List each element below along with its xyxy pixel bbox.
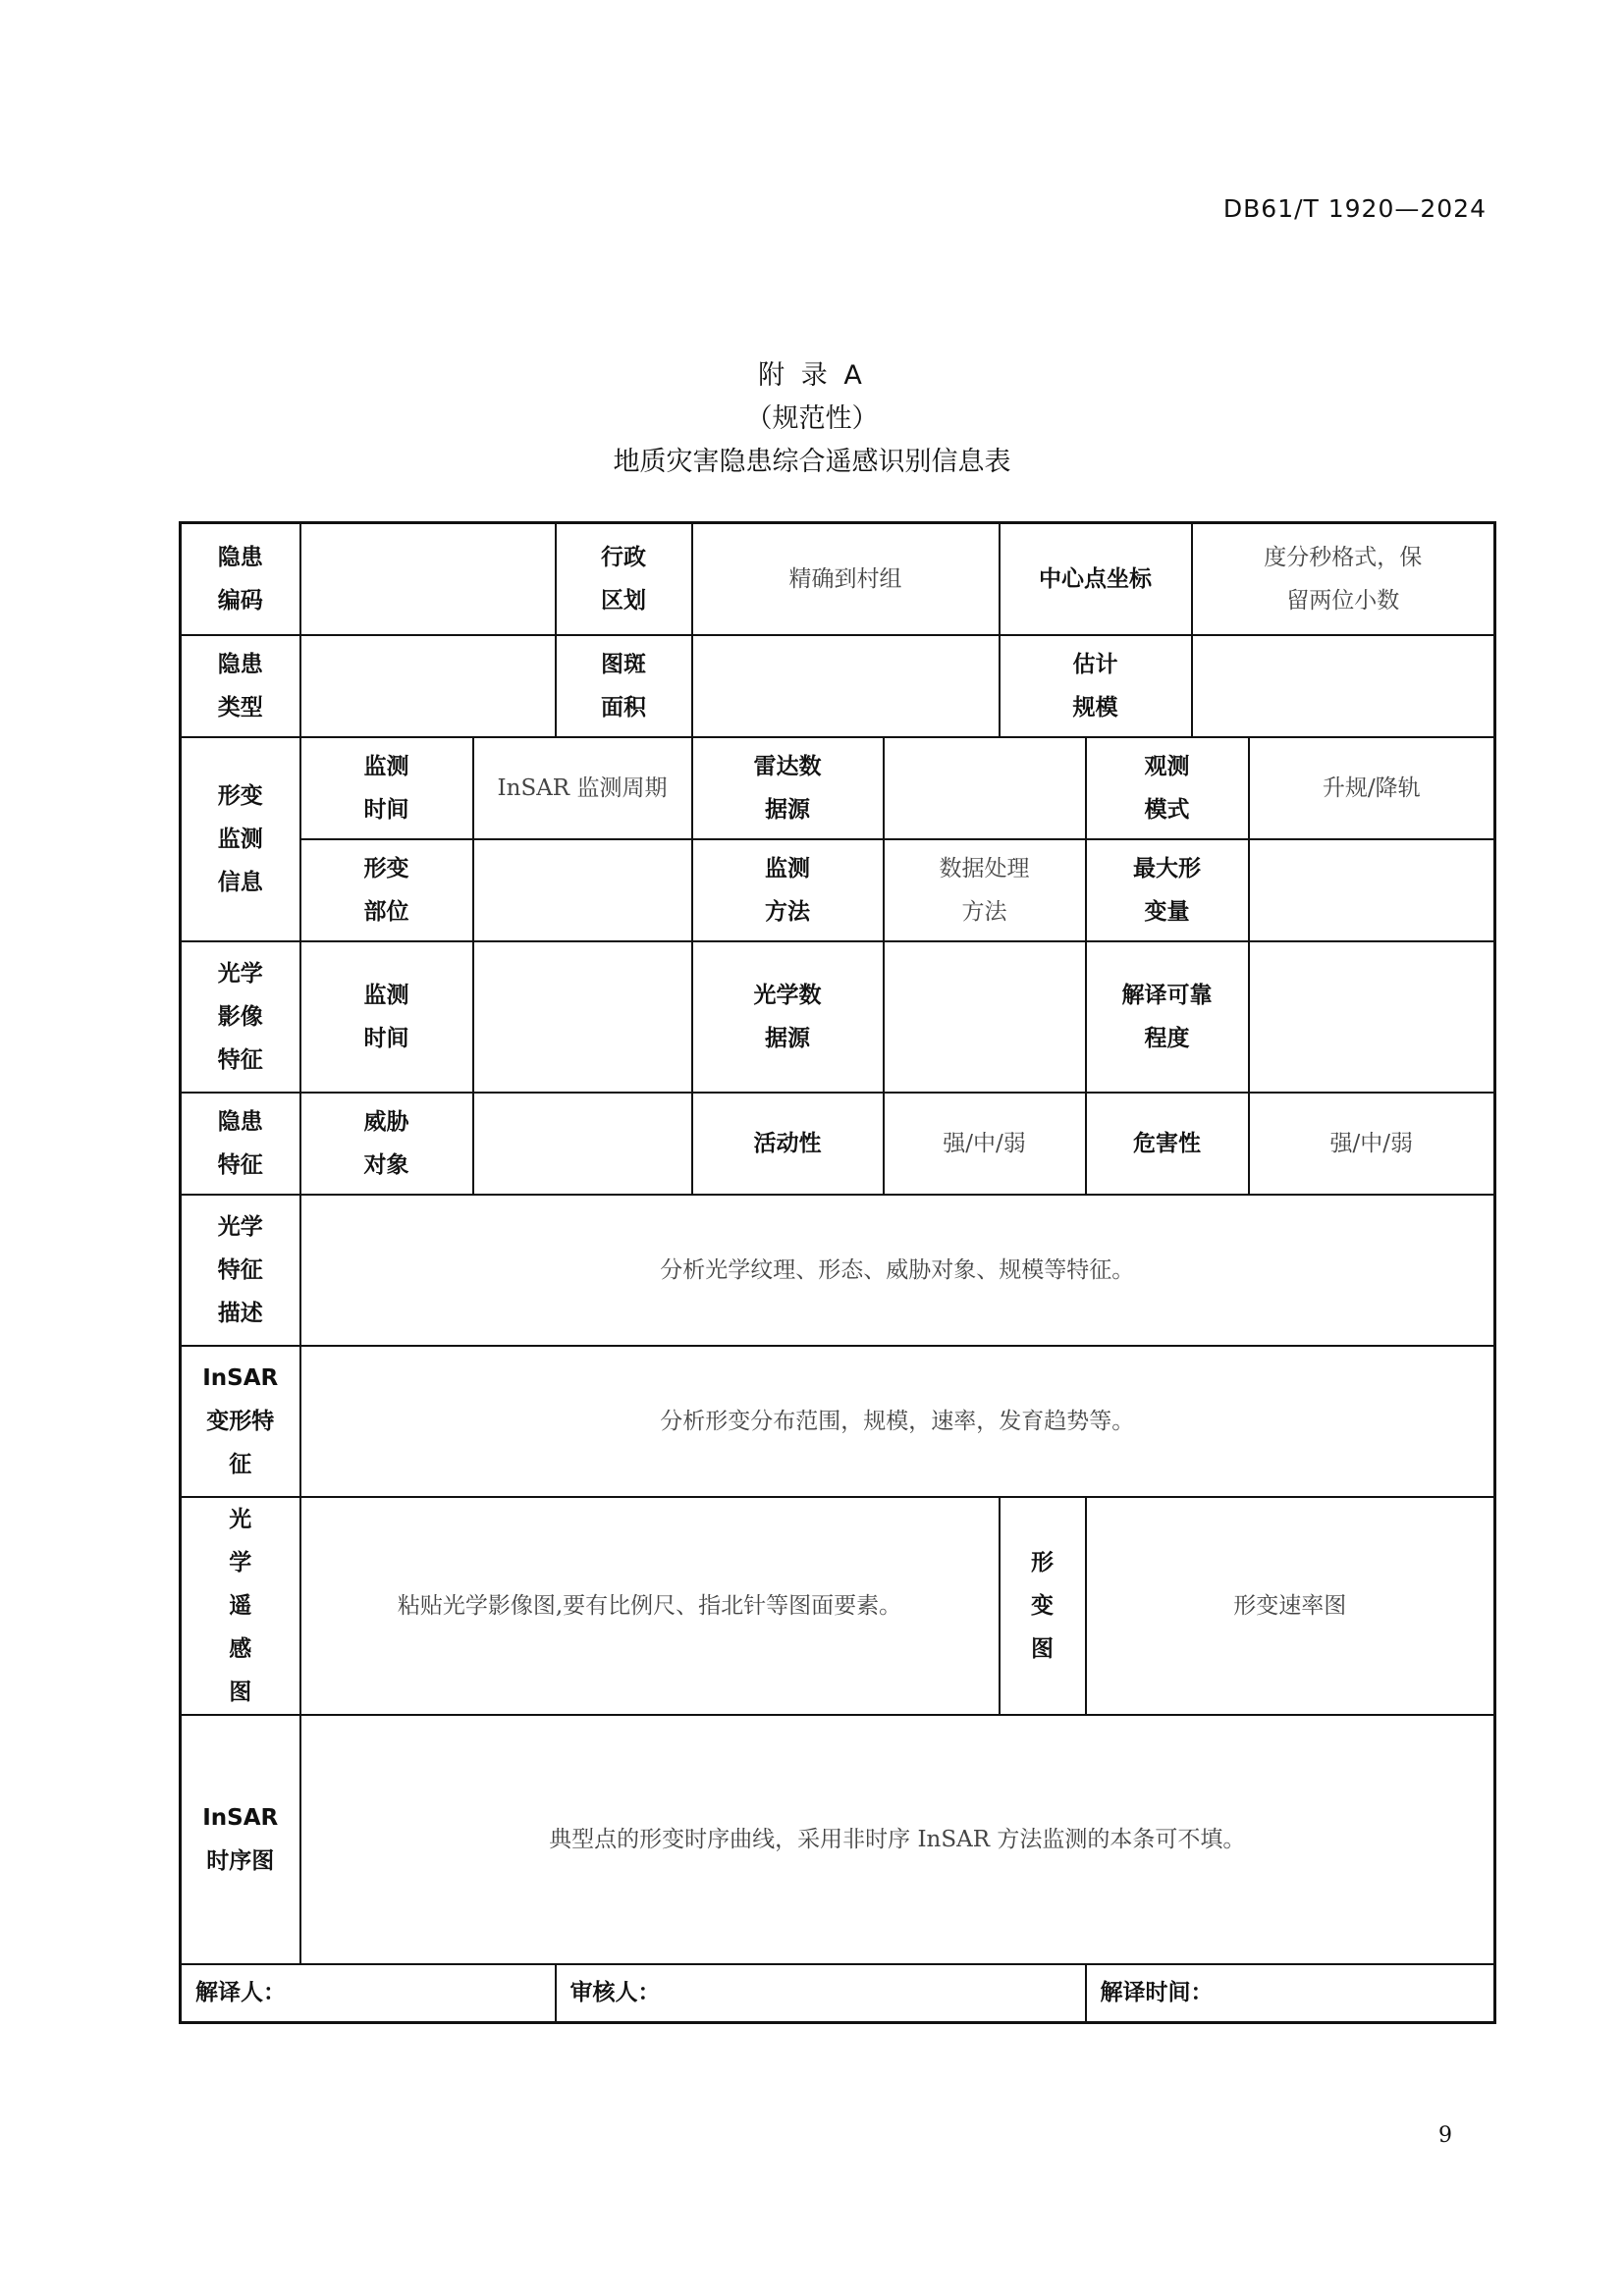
value-observe-mode[interactable]: 升规/降轨 (1249, 737, 1495, 839)
label-optical-desc (181, 1195, 300, 1346)
text-deform-group: 形变监测信息 (217, 782, 263, 895)
label-monitor-method (692, 839, 884, 941)
label-deform-time (300, 737, 473, 839)
input-estimated-scale[interactable] (1192, 635, 1495, 737)
standard-code: DB61/T 1920—2024 (1222, 194, 1487, 223)
value-optical-desc[interactable]: 分析光学纹理、形态、威胁对象、规模等特征。 (300, 1195, 1495, 1346)
text-monitor-method-value: 数据处理方法 (939, 855, 1030, 925)
label-estimated-scale (1000, 635, 1192, 737)
text-admin-region: 行政区划 (601, 544, 646, 614)
label-patch-area (556, 635, 692, 737)
label-hazard-type (181, 635, 300, 737)
input-optical-source[interactable] (884, 941, 1086, 1093)
label-threat-object (300, 1093, 473, 1195)
label-activity: 活动性 (692, 1093, 884, 1195)
input-deform-part[interactable] (473, 839, 692, 941)
title-block (0, 353, 1624, 483)
footer-time[interactable]: 解译时间： (1086, 1964, 1495, 2023)
label-optical-source (692, 941, 884, 1093)
text-reliability: 解译可靠程度 (1121, 982, 1213, 1051)
value-admin-region[interactable]: 精确到村组 (692, 523, 1000, 635)
label-hazard-group (181, 1093, 300, 1195)
footer-reviewer[interactable]: 审核人： (556, 1964, 1086, 2023)
value-center-coord[interactable] (1192, 523, 1495, 635)
label-admin-region (556, 523, 692, 635)
label-center-coord: 中心点坐标 (1000, 523, 1192, 635)
text-estimated-scale: 估计规模 (1072, 651, 1118, 721)
label-deform-part (300, 839, 473, 941)
appendix-nature: （规范性） (745, 403, 879, 434)
value-optical-map[interactable]: 粘贴光学影像图,要有比例尺、指北针等图面要素。 (300, 1497, 1000, 1715)
input-reliability[interactable] (1249, 941, 1495, 1093)
value-insar-timeseries[interactable]: 典型点的形变时序曲线，采用非时序 InSAR 方法监测的本条可不填。 (300, 1715, 1495, 1964)
label-optical-map (181, 1497, 300, 1715)
value-deform-time[interactable]: InSAR 监测周期 (473, 737, 692, 839)
text-observe-mode: 观测模式 (1144, 753, 1190, 823)
label-deform-group (181, 737, 300, 941)
text-deform-part: 形变部位 (363, 855, 409, 925)
input-threat-object[interactable] (473, 1093, 692, 1195)
text-optical-desc: 光学特征描述 (217, 1213, 263, 1326)
value-insar-deform[interactable]: 分析形变分布范围，规模，速率，发育趋势等。 (300, 1346, 1495, 1497)
text-hazard-code: 隐患编码 (217, 544, 263, 614)
label-reliability (1086, 941, 1249, 1093)
footer-interpreter[interactable]: 解译人： (181, 1964, 556, 2023)
label-hazard-code (181, 523, 300, 635)
value-deform-map[interactable]: 形变速率图 (1086, 1497, 1495, 1715)
text-optical-group: 光学影像特征 (217, 960, 263, 1073)
text-max-deform: 最大形变量 (1133, 855, 1201, 925)
label-observe-mode (1086, 737, 1249, 839)
input-radar-source[interactable] (884, 737, 1086, 839)
value-monitor-method[interactable] (884, 839, 1086, 941)
label-insar-deform (181, 1346, 300, 1497)
text-monitor-method: 监测方法 (765, 855, 810, 925)
text-deform-map: 形变图 (1030, 1549, 1054, 1662)
text-optical-time: 监测时间 (363, 982, 409, 1051)
text-insar-timeseries: InSAR时序图 (202, 1804, 279, 1874)
text-deform-time: 监测时间 (363, 753, 409, 823)
input-hazard-code[interactable] (300, 523, 556, 635)
info-table (179, 521, 1496, 2024)
label-danger: 危害性 (1086, 1093, 1249, 1195)
table-title: 地质灾害隐患综合遥感识别信息表 (613, 447, 1011, 477)
value-activity[interactable]: 强/中/弱 (884, 1093, 1086, 1195)
text-patch-area: 图斑面积 (601, 651, 646, 721)
input-optical-time[interactable] (473, 941, 692, 1093)
text-optical-source: 光学数据源 (753, 982, 822, 1051)
appendix-title: 附 录 A (758, 360, 866, 391)
input-patch-area[interactable] (692, 635, 1000, 737)
text-insar-deform: InSAR变形特征 (202, 1364, 279, 1477)
label-deform-map (1000, 1497, 1086, 1715)
text-center-coord: 度分秒格式，保留两位小数 (1264, 544, 1423, 614)
text-threat-object: 威胁对象 (363, 1108, 409, 1178)
text-radar-source: 雷达数据源 (753, 753, 822, 823)
page-number: 9 (1438, 2123, 1452, 2148)
label-optical-time (300, 941, 473, 1093)
label-radar-source (692, 737, 884, 839)
text-hazard-type: 隐患类型 (217, 651, 263, 721)
label-insar-timeseries (181, 1715, 300, 1964)
input-max-deform[interactable] (1249, 839, 1495, 941)
value-danger[interactable]: 强/中/弱 (1249, 1093, 1495, 1195)
text-hazard-group: 隐患特征 (217, 1108, 263, 1178)
text-optical-map: 光学遥感图 (229, 1506, 252, 1705)
input-hazard-type[interactable] (300, 635, 556, 737)
label-optical-group (181, 941, 300, 1093)
label-max-deform (1086, 839, 1249, 941)
